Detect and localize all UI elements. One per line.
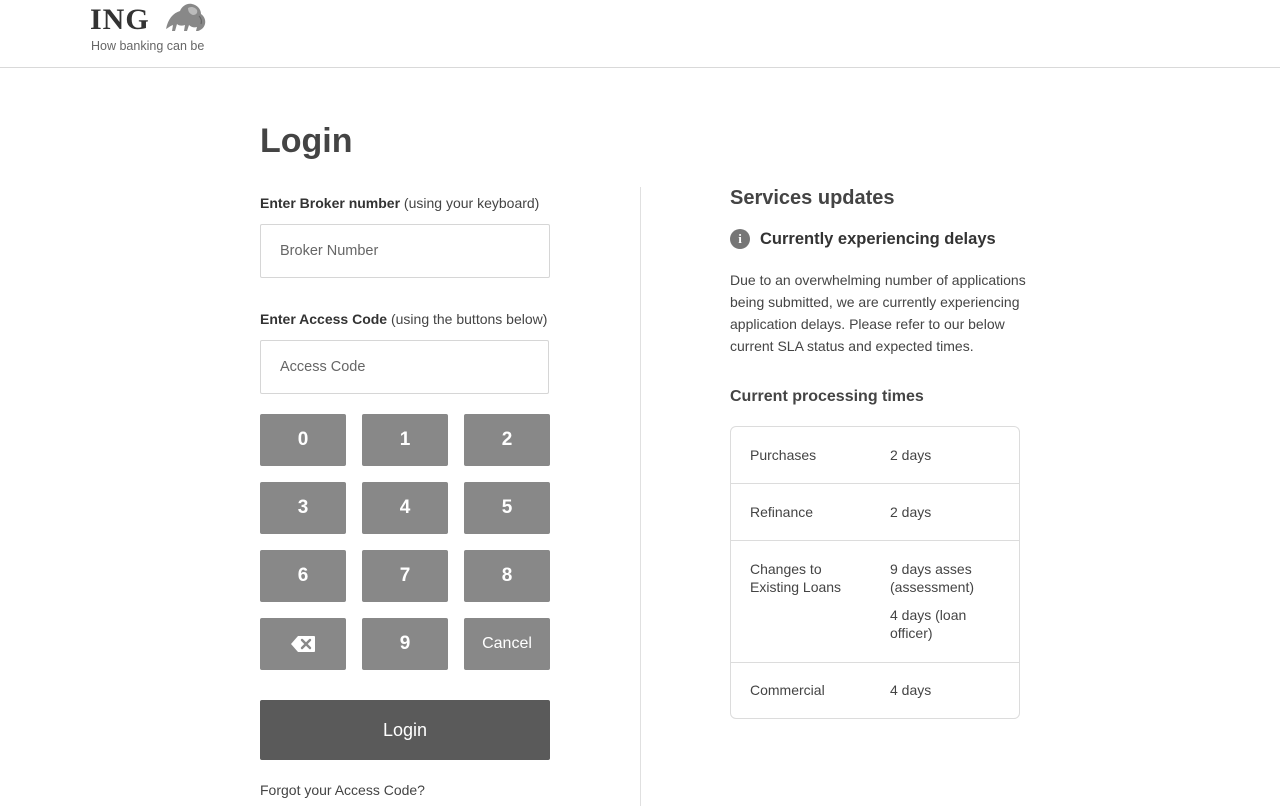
login-button[interactable]: Login — [260, 700, 550, 760]
info-icon: i — [730, 229, 750, 249]
processing-times-table — [730, 426, 1020, 719]
page-title: Login — [260, 122, 353, 160]
logo-wordmark: ING — [90, 3, 150, 36]
access-label-hint: (using the buttons below) — [387, 311, 548, 327]
row-value: 4 days — [890, 682, 932, 698]
forgot-access-code-link[interactable]: Forgot your Access Code? — [260, 782, 425, 798]
keypad-3-button[interactable]: 3 — [260, 482, 346, 534]
delay-alert — [730, 228, 996, 250]
services-updates-title: Services updates — [730, 187, 895, 209]
lion-icon — [163, 2, 207, 34]
broker-number-input[interactable] — [260, 224, 550, 278]
row-value: 2 days — [890, 504, 932, 520]
row-label: Commercial — [750, 682, 825, 698]
table-row — [731, 541, 1019, 663]
alert-title: Currently experiencing delays — [760, 229, 996, 248]
row-value: 9 days asses (assessment) — [890, 561, 975, 595]
table-row — [731, 663, 1019, 719]
broker-label-hint: (using your keyboard) — [400, 195, 540, 211]
broker-label-bold: Enter Broker number — [260, 195, 401, 211]
site-header — [0, 0, 1280, 68]
logo-tagline: How banking can be — [91, 39, 205, 53]
keypad-backspace-button[interactable] — [260, 618, 346, 670]
access-code-input[interactable] — [260, 340, 549, 394]
keypad-6-button[interactable]: 6 — [260, 550, 346, 602]
column-divider — [640, 187, 641, 806]
row-value: 2 days — [890, 447, 932, 463]
table-row — [731, 427, 1019, 484]
row-label: Purchases — [750, 447, 817, 463]
keypad-9-button[interactable]: 9 — [362, 618, 448, 670]
row-value-secondary: 4 days (loan officer) — [890, 607, 967, 641]
backspace-icon — [290, 635, 316, 653]
keypad-7-button[interactable]: 7 — [362, 550, 448, 602]
table-row — [731, 484, 1019, 541]
keypad-5-button[interactable]: 5 — [464, 482, 550, 534]
keypad-1-button[interactable]: 1 — [362, 414, 448, 466]
alert-body: Due to an overwhelming number of applications being submitted, we are currently experiencing application delays. Please refer to our below current SLA status and expected times. — [730, 272, 1026, 354]
keypad-2-button[interactable]: 2 — [464, 414, 550, 466]
row-label: Refinance — [750, 504, 814, 520]
keypad-8-button[interactable]: 8 — [464, 550, 550, 602]
broker-number-label — [260, 194, 539, 212]
keypad-0-button[interactable]: 0 — [260, 414, 346, 466]
keypad-cancel-button[interactable]: Cancel — [464, 618, 550, 670]
access-code-label — [260, 310, 547, 328]
ing-logo[interactable] — [90, 2, 220, 54]
row-label: Changes to Existing Loans — [750, 561, 842, 595]
access-label-bold: Enter Access Code — [260, 311, 388, 327]
processing-times-title: Current processing times — [730, 388, 924, 405]
keypad-4-button[interactable]: 4 — [362, 482, 448, 534]
